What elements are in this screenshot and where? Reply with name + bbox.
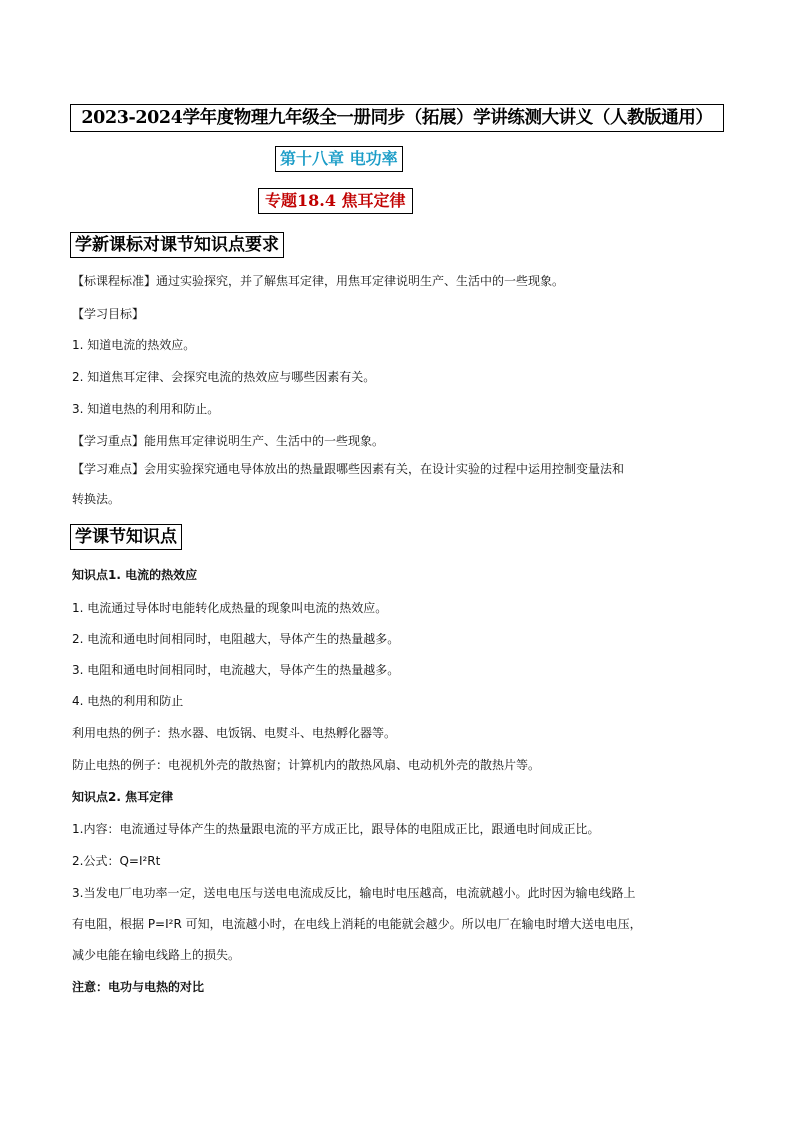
knowledge-point-2-title: 知识点2. 焦耳定律 — [72, 790, 174, 804]
document-title: 2023-2024学年度物理九年级全一册同步（拓展）学讲练测大讲义（人教版通用） — [70, 104, 724, 132]
section-heading-requirements: 学新课标对课节知识点要求 — [70, 232, 284, 258]
difficulty-line: 转换法。 — [72, 492, 121, 506]
kp2-item3-line: 3.当发电厂电功率一定，送电电压与送电电流成反比，输电时电压越高，电流就越小。此时因为输电线路上 — [72, 886, 636, 900]
prevent-examples: 防止电热的例子：电视机外壳的散热窗；计算机内的散热风扇、电动机外壳的散热片等。 — [72, 758, 541, 772]
kp2-item3-line: 减少电能在输电线路上的损失。 — [72, 948, 241, 962]
chapter-title: 第十八章 电功率 — [275, 146, 403, 172]
kp2-formula: 2.公式：Q=I²Rt — [72, 854, 161, 868]
goal-item: 2. 知道焦耳定律、会探究电流的热效应与哪些因素有关。 — [72, 370, 376, 384]
difficulty-line: 【学习难点】会用实验探究通电导体放出的热量跟哪些因素有关，在设计实验的过程中运用控制变量法和 — [72, 462, 625, 476]
section-heading-knowledge: 学课节知识点 — [70, 524, 182, 550]
knowledge-point-1-title: 知识点1. 电流的热效应 — [72, 568, 198, 582]
goal-item: 1. 知道电流的热效应。 — [72, 338, 196, 352]
key-point: 【学习重点】能用焦耳定律说明生产、生活中的一些现象。 — [72, 434, 385, 448]
topic-title: 专题18.4 焦耳定律 — [258, 188, 413, 214]
learning-goals-label: 【学习目标】 — [72, 307, 145, 321]
kp2-content: 1.内容：电流通过导体产生的热量跟电流的平方成正比，跟导体的电阻成正比，跟通电时间成正比。 — [72, 822, 600, 836]
goal-item: 3. 知道电热的利用和防止。 — [72, 402, 220, 416]
note: 注意：电功与电热的对比 — [72, 980, 205, 994]
kp1-item: 4. 电热的利用和防止 — [72, 694, 184, 708]
kp2-item3-line: 有电阻，根据 P=I²R 可知，电流越小时，在电线上消耗的电能就会越少。所以电厂在输电时增大送电电压， — [72, 917, 642, 931]
kp1-item: 3. 电阻和通电时间相同时，电流越大，导体产生的热量越多。 — [72, 663, 400, 677]
use-examples: 利用电热的例子：热水器、电饭锅、电熨斗、电热孵化器等。 — [72, 726, 397, 740]
curriculum-standard: 【标课程标准】通过实验探究，并了解焦耳定律，用焦耳定律说明生产、生活中的一些现象。 — [72, 274, 565, 288]
kp1-item: 2. 电流和通电时间相同时，电阻越大，导体产生的热量越多。 — [72, 632, 400, 646]
kp1-item: 1. 电流通过导体时电能转化成热量的现象叫电流的热效应。 — [72, 601, 388, 615]
